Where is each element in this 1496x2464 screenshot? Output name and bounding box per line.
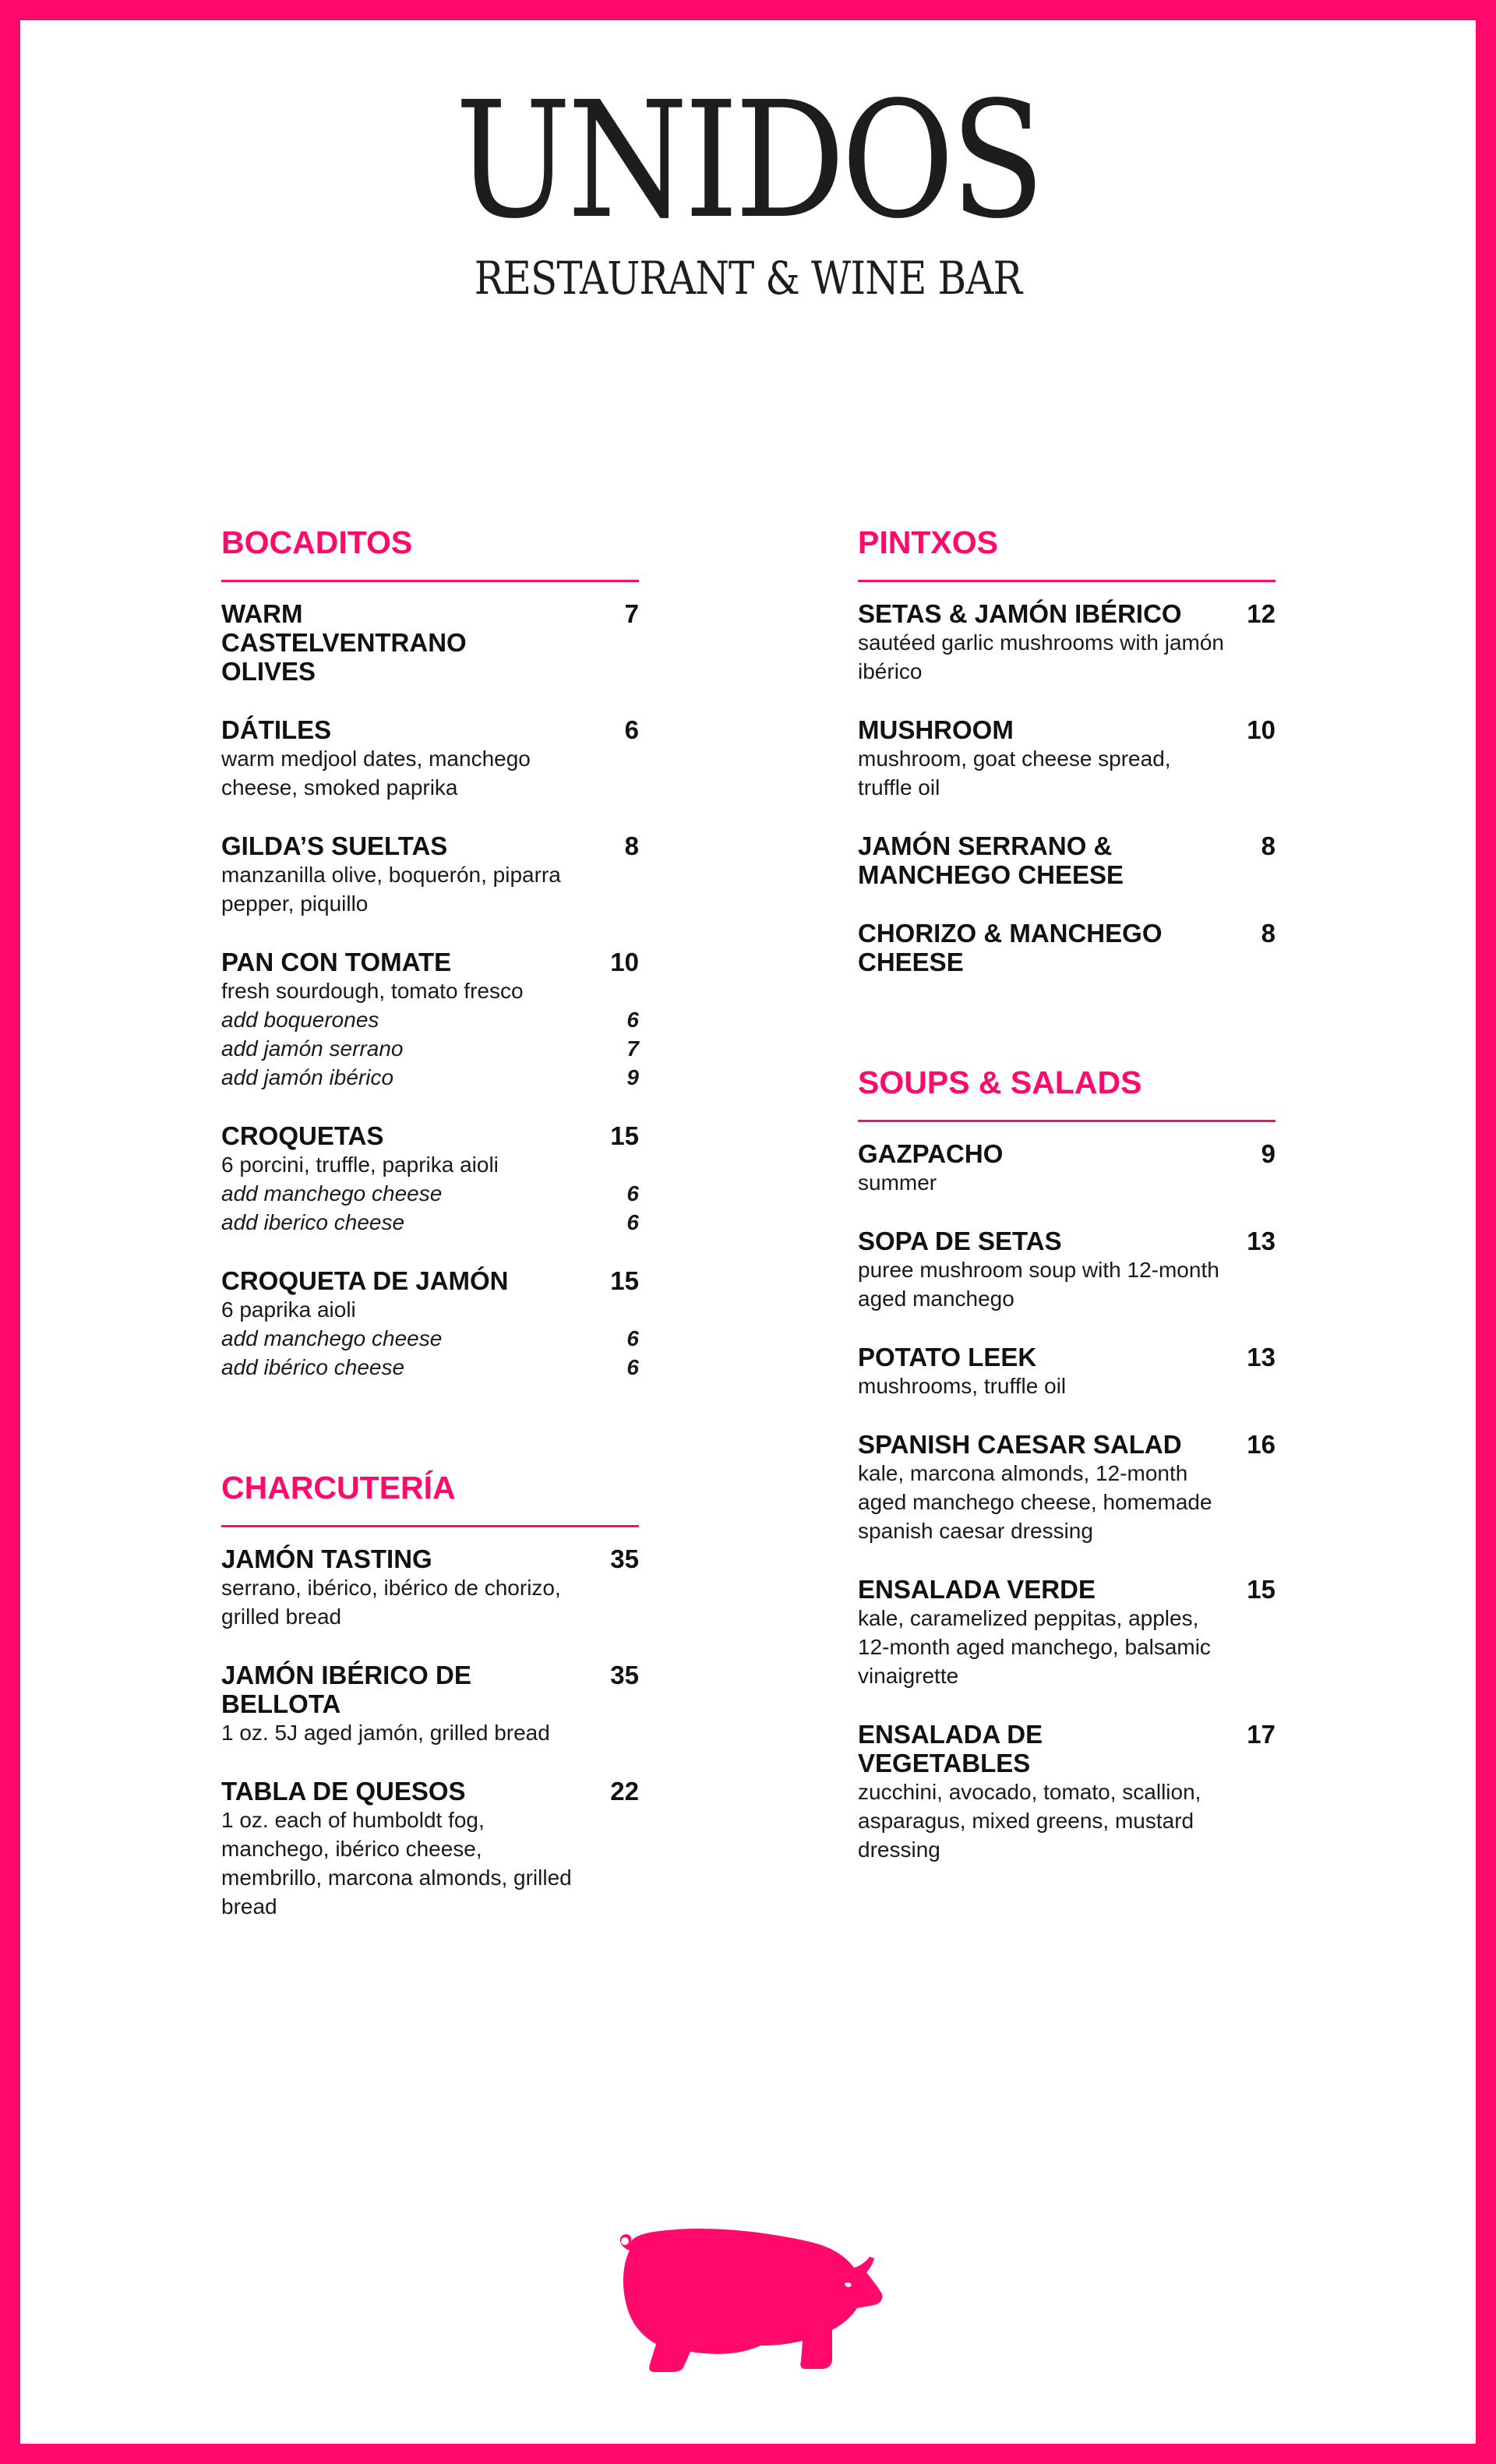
menu-item-header <box>221 831 639 860</box>
menu-item-price: 9 <box>1261 1139 1275 1168</box>
addon-price: 6 <box>626 1181 639 1206</box>
menu-item-description: kale, caramelized peppitas, apples, 12-month aged manchego, balsamic vinaigrette <box>858 1606 1211 1688</box>
addon-price: 6 <box>626 1008 639 1032</box>
menu-item-price: 8 <box>624 831 639 860</box>
menu-item-price: 10 <box>1247 715 1275 744</box>
section-title: CHARCUTERÍA <box>221 1466 639 1527</box>
menu-item-croqueta-de-jamon <box>221 1266 639 1382</box>
menu-item-name: DÁTILES <box>221 715 332 744</box>
menu-item-header <box>858 1430 1275 1459</box>
menu-item-price: 17 <box>1247 1720 1275 1749</box>
menu-item-spanish-caesar-salad <box>858 1430 1275 1545</box>
menu-item-description: warm medjool dates, manchego cheese, smoked paprika <box>221 747 531 800</box>
addon-price: 6 <box>626 1355 639 1379</box>
menu-item-name: MUSHROOM <box>858 715 1014 744</box>
restaurant-name: UNIDOS <box>455 67 1041 254</box>
menu-item-ensalada-verde <box>858 1575 1275 1690</box>
menu-item-name: ENSALADA VERDE <box>858 1575 1096 1604</box>
section-bocaditos <box>221 521 639 1382</box>
menu-item-name: SETAS & JAMÓN IBÉRICO <box>858 599 1182 628</box>
menu-item-header <box>221 948 639 976</box>
addon-row <box>221 1324 639 1353</box>
menu-item-sopa-de-setas <box>858 1227 1275 1313</box>
section-soups-salads <box>858 1061 1275 1864</box>
menu-item-name: JAMÓN TASTING <box>221 1544 432 1573</box>
menu-item-name: POTATO LEEK <box>858 1343 1037 1371</box>
menu-item-header <box>858 919 1275 976</box>
menu-item-mushroom <box>858 715 1275 802</box>
menu-item-header <box>858 1720 1275 1777</box>
menu-item-header <box>221 1544 639 1573</box>
addon-price: 9 <box>626 1065 639 1089</box>
menu-item-description: 1 oz. 5J aged jamón, grilled bread <box>221 1721 550 1745</box>
menu-item-price: 7 <box>624 599 639 628</box>
menu-item-description: manzanilla olive, boquerón, piparra pepper, piquillo <box>221 863 561 916</box>
addon-label: add manchego cheese <box>221 1181 443 1206</box>
menu-item-warm-castelventrano-olives <box>221 599 639 686</box>
menu-item-name: SPANISH CAESAR SALAD <box>858 1430 1182 1459</box>
addon-row <box>221 1353 639 1382</box>
menu-item-price: 15 <box>610 1266 639 1295</box>
menu-item-price: 22 <box>610 1777 639 1806</box>
menu-item-description: kale, marcona almonds, 12-month aged manchego cheese, homemade spanish caesar dressing <box>858 1461 1212 1543</box>
section-title: SOUPS & SALADS <box>858 1061 1275 1122</box>
menu-item-name: CROQUETA DE JAMÓN <box>221 1266 509 1295</box>
menu-item-potato-leek <box>858 1343 1275 1400</box>
menu-item-header <box>858 1575 1275 1604</box>
menu-item-name: JAMÓN SERRANO & MANCHEGO CHEESE <box>858 831 1124 889</box>
menu-item-price: 15 <box>610 1121 639 1150</box>
menu-item-setas-jamon-iberico <box>858 599 1275 686</box>
menu-item-gazpacho <box>858 1139 1275 1197</box>
menu-item-price: 15 <box>1247 1575 1275 1604</box>
menu-item-header <box>858 715 1275 744</box>
menu-item-header <box>858 1227 1275 1255</box>
menu-item-name: PAN CON TOMATE <box>221 948 452 976</box>
menu-header <box>0 67 1496 305</box>
menu-item-croquetas <box>221 1121 639 1237</box>
addon-price: 6 <box>626 1326 639 1350</box>
addon-label: add boquerones <box>221 1008 379 1032</box>
menu-item-header <box>221 1266 639 1295</box>
menu-item-header <box>221 599 639 686</box>
menu-item-header <box>858 831 1275 889</box>
menu-item-description: mushroom, goat cheese spread, truffle oil <box>858 747 1171 800</box>
addon-label: add jamón ibérico <box>221 1065 394 1089</box>
menu-item-gilda-s-sueltas <box>221 831 639 918</box>
menu-item-description: sautéed garlic mushrooms with jamón ibérico <box>858 630 1224 683</box>
menu-item-price: 8 <box>1261 831 1275 860</box>
right-column <box>858 521 1275 1948</box>
menu-item-price: 13 <box>1247 1343 1275 1371</box>
restaurant-tagline: RESTAURANT & WINE BAR <box>474 252 1022 305</box>
menu-item-name: SOPA DE SETAS <box>858 1227 1062 1255</box>
addon-label: add manchego cheese <box>221 1326 443 1350</box>
addon-row <box>221 1179 639 1208</box>
menu-item-price: 35 <box>610 1661 639 1689</box>
menu-item-header <box>221 1777 639 1806</box>
menu-item-name: GAZPACHO <box>858 1139 1004 1168</box>
menu-item-price: 8 <box>1261 919 1275 948</box>
menu-item-name: CHORIZO & MANCHEGO CHEESE <box>858 919 1163 976</box>
addon-row <box>221 1208 639 1237</box>
section-title: PINTXOS <box>858 521 1275 582</box>
menu-item-description: zucchini, avocado, tomato, scallion, asparagus, mixed greens, mustard dressing <box>858 1780 1201 1862</box>
menu-item-datiles <box>221 715 639 802</box>
menu-item-name: ENSALADA DE VEGETABLES <box>858 1720 1043 1777</box>
menu-item-tabla-de-quesos <box>221 1777 639 1921</box>
menu-item-description: 1 oz. each of humboldt fog, manchego, ibérico cheese, membrillo, marcona almonds, grilled bread <box>221 1808 572 1919</box>
menu-item-pan-con-tomate <box>221 948 639 1092</box>
menu-item-name: TABLA DE QUESOS <box>221 1777 466 1806</box>
section-charcuteria <box>221 1466 639 1921</box>
menu-item-price: 35 <box>610 1544 639 1573</box>
menu-item-header <box>858 1139 1275 1168</box>
addon-row <box>221 1063 639 1092</box>
menu-item-price: 6 <box>624 715 639 744</box>
menu-item-price: 16 <box>1247 1430 1275 1459</box>
menu-item-description: fresh sourdough, tomato fresco <box>221 979 524 1003</box>
menu-item-header <box>221 715 639 744</box>
menu-item-jamon-iberico-de-bellota <box>221 1661 639 1747</box>
menu-item-chorizo-manchego-cheese <box>858 919 1275 976</box>
left-column <box>221 521 639 2005</box>
addon-label: add jamón serrano <box>221 1036 404 1061</box>
menu-item-ensalada-de-vegetables <box>858 1720 1275 1864</box>
addon-row <box>221 1005 639 1034</box>
menu-item-name: JAMÓN IBÉRICO DE BELLOTA <box>221 1661 471 1718</box>
menu-item-description: 6 porcini, truffle, paprika aioli <box>221 1153 499 1177</box>
menu-item-price: 13 <box>1247 1227 1275 1255</box>
menu-item-price: 10 <box>610 948 639 976</box>
menu-item-header <box>858 599 1275 628</box>
addon-label: add ibérico cheese <box>221 1355 405 1379</box>
menu-item-header <box>858 1343 1275 1371</box>
menu-item-price: 12 <box>1247 599 1275 628</box>
menu-item-header <box>221 1661 639 1718</box>
menu-item-name: WARM CASTELVENTRANO OLIVES <box>221 599 467 686</box>
menu-item-jamon-tasting <box>221 1544 639 1631</box>
addon-row <box>221 1034 639 1063</box>
menu-item-jamon-serrano-manchego-cheese <box>858 831 1275 889</box>
menu-item-description: mushrooms, truffle oil <box>858 1374 1067 1398</box>
section-pintxos <box>858 521 1275 976</box>
menu-item-description: puree mushroom soup with 12-month aged manchego <box>858 1258 1219 1311</box>
addon-price: 7 <box>626 1036 639 1061</box>
pig-icon <box>612 2227 884 2374</box>
section-title: BOCADITOS <box>221 521 639 582</box>
menu-item-description: 6 paprika aioli <box>221 1297 356 1322</box>
addon-label: add iberico cheese <box>221 1210 405 1234</box>
menu-item-header <box>221 1121 639 1150</box>
menu-item-name: CROQUETAS <box>221 1121 384 1150</box>
addon-price: 6 <box>626 1210 639 1234</box>
menu-item-description: serrano, ibérico, ibérico de chorizo, grilled bread <box>221 1576 561 1629</box>
menu-item-name: GILDA’S SUELTAS <box>221 831 448 860</box>
menu-item-description: summer <box>858 1170 937 1195</box>
